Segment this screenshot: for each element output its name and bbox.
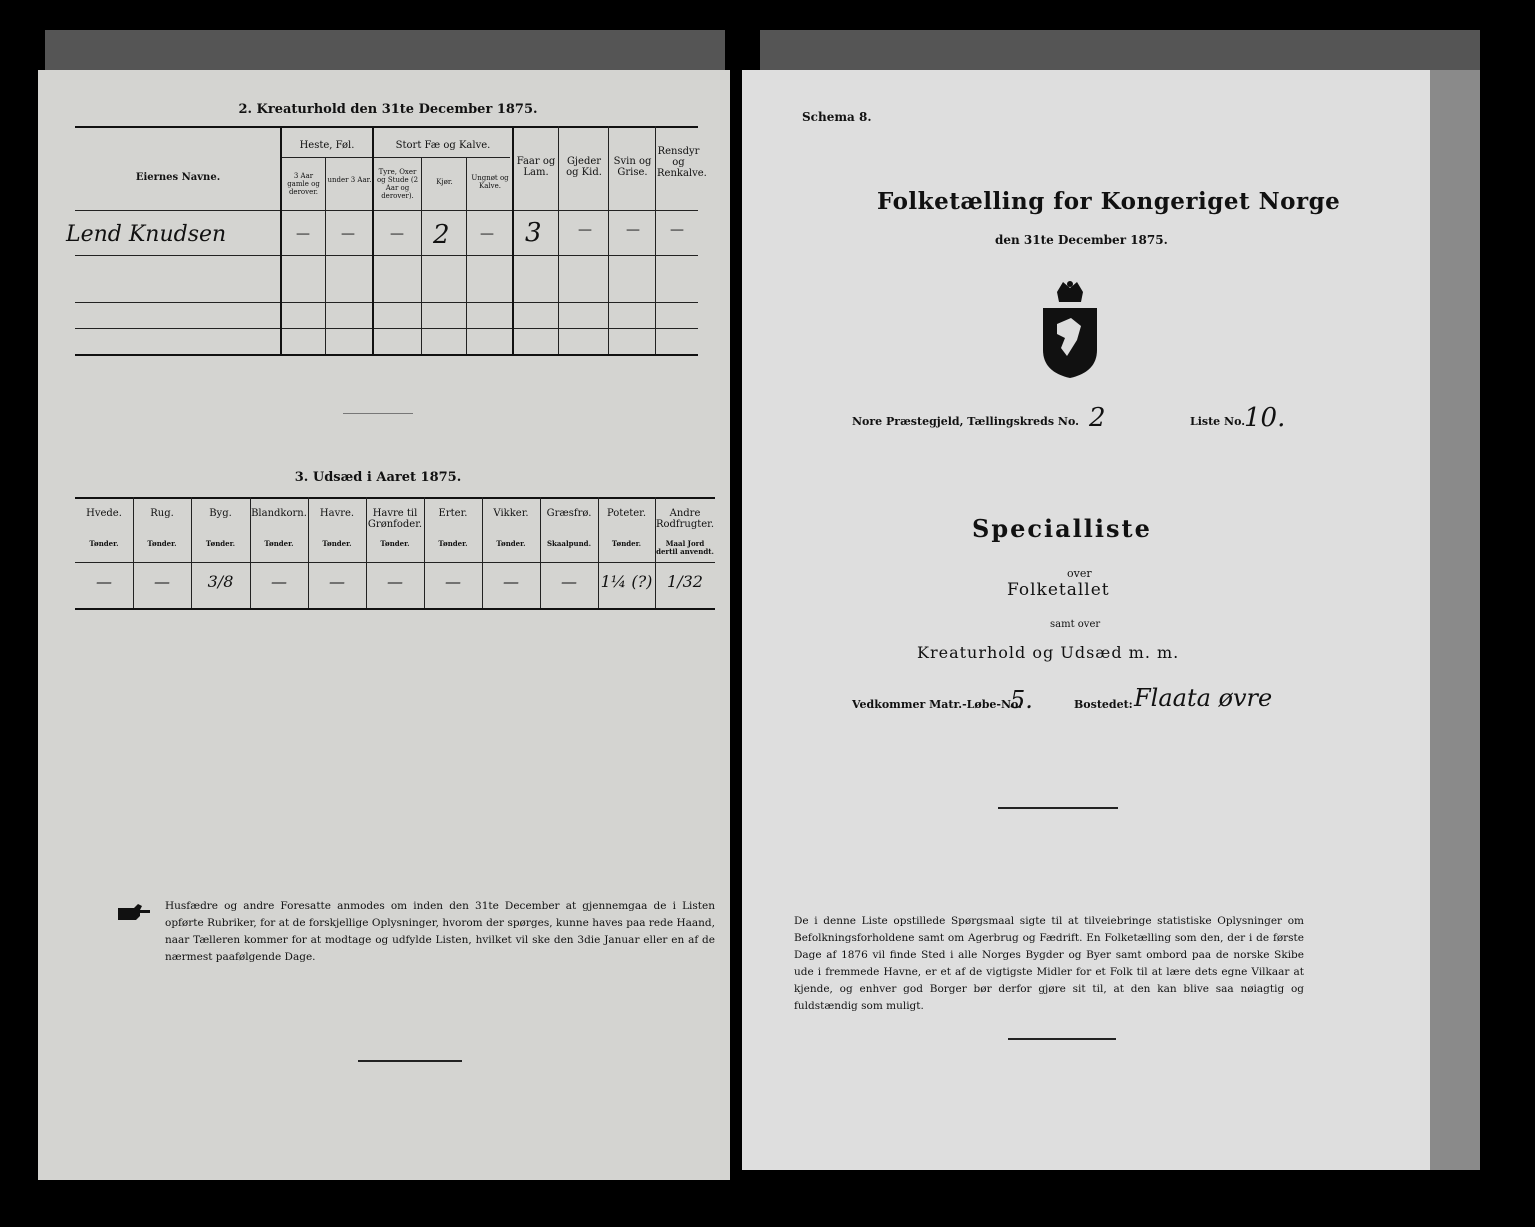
separator-3	[998, 807, 1118, 809]
tallingskreds-number: 2	[1089, 403, 1106, 433]
bosted-value: Flaata øvre	[1134, 684, 1273, 712]
udsaed-unit-8: Skaalpund.	[546, 539, 592, 548]
separator-2	[358, 1060, 462, 1062]
udsaed-value-3: —	[271, 572, 287, 591]
cell-heste2: —	[341, 226, 355, 242]
udsaed-unit-9: Tønder.	[611, 539, 642, 548]
separator-4	[1008, 1038, 1116, 1040]
udsaed-header-1: Rug.	[150, 508, 174, 519]
udsaed-value-6: —	[445, 572, 461, 591]
main-subtitle: den 31te December 1875.	[995, 233, 1168, 247]
udsaed-header-6: Erter.	[438, 508, 468, 519]
udsaed-value-7: —	[503, 572, 519, 591]
udsaed-value-10: 1/32	[667, 572, 703, 591]
udsaed-header-5: Havre til Grønfoder.	[367, 508, 423, 530]
cell-kjor: 2	[433, 220, 450, 250]
left-page	[38, 70, 730, 1180]
udsaed-unit-6: Tønder.	[438, 539, 468, 548]
udsaed-unit-1: Tønder.	[147, 539, 177, 548]
pointing-hand-icon	[116, 902, 152, 928]
samt-over-text: samt over	[1050, 619, 1101, 630]
header-heste-sub2: under 3 Aar.	[327, 176, 372, 184]
header-kjor: Kjør.	[436, 178, 453, 186]
right-edge-strip	[1430, 70, 1480, 1170]
prestegjeld-label: Nore Præstegjeld, Tællingskreds No.	[852, 415, 1079, 428]
liste-number: 10.	[1244, 403, 1286, 433]
main-title: Folketælling for Kongeriget Norge	[877, 188, 1341, 215]
header-svin: Svin og Grise.	[613, 156, 652, 178]
udsaed-unit-5: Tønder.	[380, 539, 410, 548]
header-gjeder: Gjeder og Kid.	[566, 156, 602, 178]
udsaed-header-9: Poteter.	[606, 508, 647, 519]
over-text-1: over	[1067, 567, 1092, 580]
cell-gjeder: —	[578, 222, 592, 238]
udsaed-unit-4: Tønder.	[322, 539, 352, 548]
udsaed-header-7: Vikker.	[493, 508, 529, 519]
udsaed-unit-10: Maal Jord dertil anvendt.	[656, 539, 714, 556]
header-stort: Stort Fæ og Kalve.	[395, 140, 491, 151]
right-page	[742, 70, 1430, 1170]
cell-heste1: —	[296, 226, 310, 242]
kreaturhold-title: Kreaturhold og Udsæd m. m.	[917, 643, 1180, 662]
udsaed-unit-3: Tønder.	[264, 539, 294, 548]
udsaed-header-0: Hvede.	[86, 508, 122, 519]
liste-label: Liste No.	[1190, 415, 1246, 428]
udsaed-unit-0: Tønder.	[89, 539, 119, 548]
header-stort-sub1: Tyre, Oxer og Stude (2 Aar og derover).	[376, 168, 419, 200]
udsaed-header-10: Andre Rodfrugter.	[655, 508, 715, 530]
cell-stort1: —	[390, 226, 404, 242]
udsaed-unit-7: Tønder.	[496, 539, 526, 548]
header-heste: Heste, Føl.	[299, 140, 355, 151]
udsaed-value-1: —	[154, 572, 170, 591]
bosted-label: Bostedet:	[1074, 698, 1133, 711]
section2-title: 2. Kreaturhold den 31te December 1875.	[238, 102, 538, 117]
left-background-page	[45, 30, 725, 70]
udsaed-header-4: Havre.	[319, 508, 355, 519]
specialliste-title: Specialliste	[972, 514, 1152, 543]
matr-number: 5.	[1010, 686, 1033, 714]
header-ungnot: Ungnøt og Kalve.	[471, 174, 509, 190]
header-owner: Eiernes Navne.	[135, 172, 221, 183]
cell-faar: 3	[525, 218, 542, 248]
udsaed-value-4: —	[329, 572, 345, 591]
udsaed-value-5: —	[387, 572, 403, 591]
udsaed-value-0: —	[96, 572, 112, 591]
cell-rensdyr: —	[670, 222, 684, 238]
udsaed-header-8: Græsfrø.	[546, 508, 592, 519]
udsaed-header-3: Blandkorn.	[251, 508, 307, 519]
right-background-page	[760, 30, 1480, 70]
footer-text: De i denne Liste opstillede Spørgsmaal sigte til at tilveiebringe statistiske Oplysninger om Befolkningsforholdene samt om Agerbrug og Fædrift. En Folketælling som den, der i de første Dage af 1876 vil finde Sted i alle Norges Bygder og Byer samt ombord paa de norske Skibe ude i fremmede Havne, er et af de vigtigste Midler for et Folk til at lære dets egne Vilkaar at kjende, og enhver god Borger bør derfor gjøre sit til, at den kan blive saa nøiagtig og fuldstændig som muligt.	[794, 915, 1304, 1012]
header-rensdyr: Rensdyr og Renkalve.	[657, 146, 707, 179]
header-faar: Faar og Lam.	[516, 156, 556, 178]
norway-coat-of-arms-icon	[1037, 280, 1103, 384]
cell-ungnot: —	[480, 226, 494, 242]
udsaed-value-8: —	[561, 572, 577, 591]
notice-text: Husfædre og andre Foresatte anmodes om inden den 31te December at gjennemgaa de i Listen opførte Rubriker, for at de forskjellige Oplysninger, hvorom der spørges, kunne haves paa rede Haand, naar Tælleren kommer for at modtage og udfylde Listen, hvilket vil ske den 3die Januar eller en af de nærmest paafølgende Dage.	[165, 900, 715, 963]
udsaed-unit-2: Tønder.	[205, 539, 236, 548]
cell-svin: —	[626, 222, 640, 238]
section3-title: 3. Udsæd i Aaret 1875.	[294, 470, 462, 485]
udsaed-header-2: Byg.	[209, 508, 232, 519]
owner-name: Lend Knudsen	[66, 222, 227, 247]
udsaed-value-9: 1¼ (?)	[600, 572, 653, 591]
folketallet-title: Folketallet	[1007, 580, 1110, 600]
schema-label: Schema 8.	[802, 110, 872, 124]
udsaed-value-2: 3/8	[207, 572, 234, 591]
header-heste-sub1: 3 Aar gamle og derover.	[287, 172, 320, 196]
matr-label: Vedkommer Matr.-Løbe-No.	[852, 698, 1022, 711]
separator-1	[343, 413, 413, 414]
